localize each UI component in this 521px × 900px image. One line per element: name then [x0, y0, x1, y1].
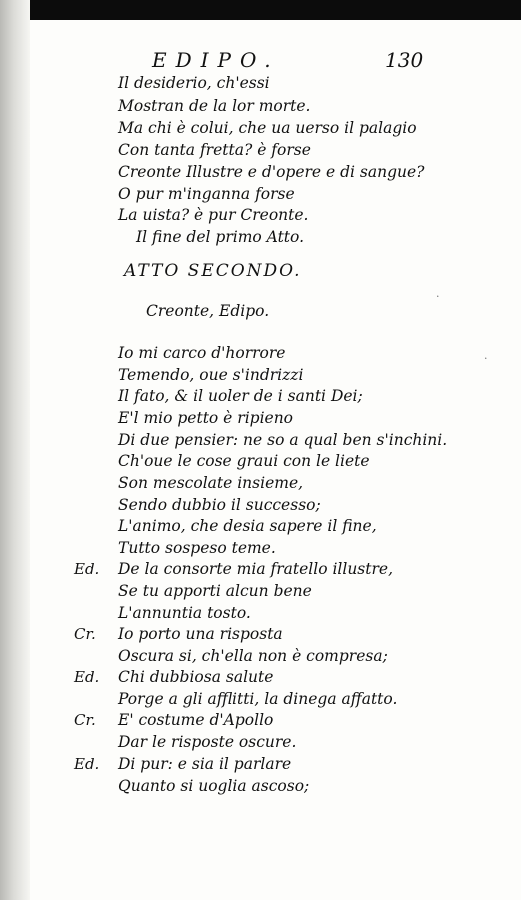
verse-line: Io porto una risposta	[118, 625, 283, 643]
speaker-tag: Ed.	[74, 755, 100, 773]
verse-line: O pur m'inganna forse	[118, 185, 295, 203]
act-end-note: Il fine del primo Atto.	[136, 228, 305, 246]
verse-line: Chi dubbiosa salute	[118, 668, 274, 686]
verse-line: L'annuntia tosto.	[118, 604, 251, 622]
verse-line: L'animo, che desia sapere il fine,	[118, 517, 377, 535]
page-top-shadow	[0, 0, 521, 20]
verse-line: Temendo, oue s'indrizzi	[118, 366, 304, 384]
verse-line: E'l mio petto è ripieno	[118, 409, 294, 427]
verse-line: Oscura si, ch'ella non è compresa;	[118, 647, 388, 665]
verse-line: Creonte Illustre e d'opere e di sangue?	[118, 163, 425, 181]
verse-line: Ch'oue le cose graui con le liete	[118, 452, 370, 470]
verse-line: Tutto sospeso teme.	[118, 539, 276, 557]
ink-speck: ·	[484, 352, 488, 365]
verse-line: Ma chi è colui, che ua uerso il palagio	[118, 119, 417, 137]
verse-line: Il fato, & il uoler de i santi Dei;	[118, 387, 363, 405]
verse-line: Il desiderio, ch'essi	[118, 74, 270, 92]
verse-line: Sendo dubbio il successo;	[118, 496, 321, 514]
speaker-tag: Ed.	[74, 560, 100, 578]
running-title: EDIPO.	[152, 48, 280, 72]
speaker-tag: Cr.	[74, 625, 96, 643]
verse-line: La uista? è pur Creonte.	[118, 206, 309, 224]
folio-number: 130	[385, 48, 424, 72]
speaker-tag: Ed.	[74, 668, 100, 686]
act-heading: ATTO SECONDO.	[124, 261, 302, 281]
verse-line: Porge a gli afflitti, la dinega affatto.	[118, 690, 398, 708]
page-gutter-shadow	[0, 0, 30, 900]
verse-line: Se tu apporti alcun bene	[118, 582, 312, 600]
verse-line: Con tanta fretta? è forse	[118, 141, 311, 159]
verse-line: Quanto si uoglia ascoso;	[118, 777, 310, 795]
scene-speakers: Creonte, Edipo.	[146, 302, 270, 320]
verse-line: Dar le risposte oscure.	[118, 733, 297, 751]
verse-line: E' costume d'Apollo	[118, 711, 274, 729]
verse-line: Di due pensier: ne so a qual ben s'inchini.	[118, 431, 448, 449]
verse-line: Mostran de la lor morte.	[118, 97, 311, 115]
verse-line: Di pur: e sia il parlare	[118, 755, 292, 773]
speaker-tag: Cr.	[74, 711, 96, 729]
verse-line: Io mi carco d'horrore	[118, 344, 286, 362]
ink-speck: ·	[436, 290, 440, 303]
verse-line: De la consorte mia fratello illustre,	[118, 560, 394, 578]
verse-line: Son mescolate insieme,	[118, 474, 304, 492]
